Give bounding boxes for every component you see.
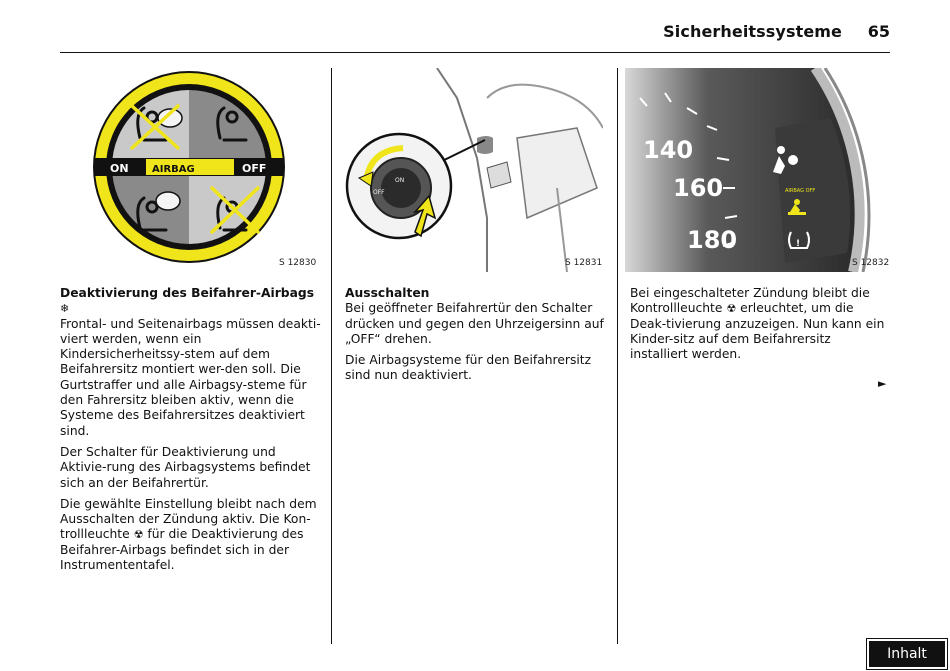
figure-code: S 12830 [279,258,317,268]
column-divider-2 [617,68,618,644]
paragraph-part: für die Deaktivierung des Beifahrer-Airbags befindet sich in der Instrumententafel. [60,527,304,573]
figure-door-switch [337,68,603,272]
contents-button[interactable]: Inhalt [867,639,947,669]
column-1-text [60,286,322,579]
paragraph [60,497,322,573]
column-2-heading: Ausschalten [345,286,430,300]
figure-code: S 12831 [565,258,603,268]
airbag-off-lamp-icon: ☢ [133,528,144,542]
column-1-heading [60,286,322,317]
paragraph: Die Airbagsysteme für den Beifahrersitz sind nun deaktiviert. [345,353,592,383]
paragraph-part: Bei eingeschalteter Zündung bleibt die Kontrollleuchte [630,286,870,316]
paragraph: Bei geöffneter Beifahrertür den Schalter drücken und gegen den Uhrzeigersinn auf „OFF“ drehen. [345,301,604,346]
snowflake-icon: ❄ [60,302,70,316]
column-divider-1 [331,68,332,644]
paragraph: Frontal- und Seitenairbags müssen deakti-viert werden, wenn ein Kindersicherheitssy-stem auf dem Beifahrersitz montiert wer-den soll. Die Gurtstraffer und alle Airbagsy-steme für den Fahrersitz bleiben aktiv, wenn die Systeme des Beifahrersitzes deaktiviert sind. [60,316,321,438]
column-3-text [630,286,892,368]
svg-text:!: ! [796,239,801,249]
column-2-text [345,286,607,390]
paragraph [630,286,892,362]
speed-tick-160: 160 [673,174,724,202]
airbag-off-lamp-icon: ☢ [726,302,737,316]
badge-on-label: ON [110,162,129,175]
page-number: 65 [867,22,890,41]
switch-off-label: OFF [373,189,385,196]
switch-on-label: ON [395,177,405,184]
section-title: Sicherheitssysteme [663,22,842,41]
badge-off-label: OFF [242,162,267,175]
continue-arrow-icon: ► [878,377,887,390]
speed-tick-140: 140 [643,136,694,164]
badge-airbag-label: AIRBAG [152,164,195,175]
airbag-off-lamp-label: AIRBAG OFF [785,188,816,194]
speed-tick-180: 180 [687,226,738,254]
figure-airbag-badge [60,68,326,272]
paragraph-part: Die gewählte Einstellung bleibt nach dem Ausschalten der Zündung aktiv. Die Kon-trollleuchte [60,496,317,542]
header-rule [60,52,890,53]
paragraph: Der Schalter für Deaktivierung und Aktivie-rung des Airbagsystems befindet sich an der Beifahrertür. [60,444,311,490]
heading-text: Deaktivierung des Beifahrer-Airbags [60,286,315,300]
figure-instrument-cluster [625,68,891,272]
paragraph-part: erleuchtet, um die Deak-tivierung anzuzeigen. Nun kann ein Kinder-sitz auf dem Beifahrersitz installiert werden. [630,301,885,362]
figure-code: S 12832 [852,258,890,268]
